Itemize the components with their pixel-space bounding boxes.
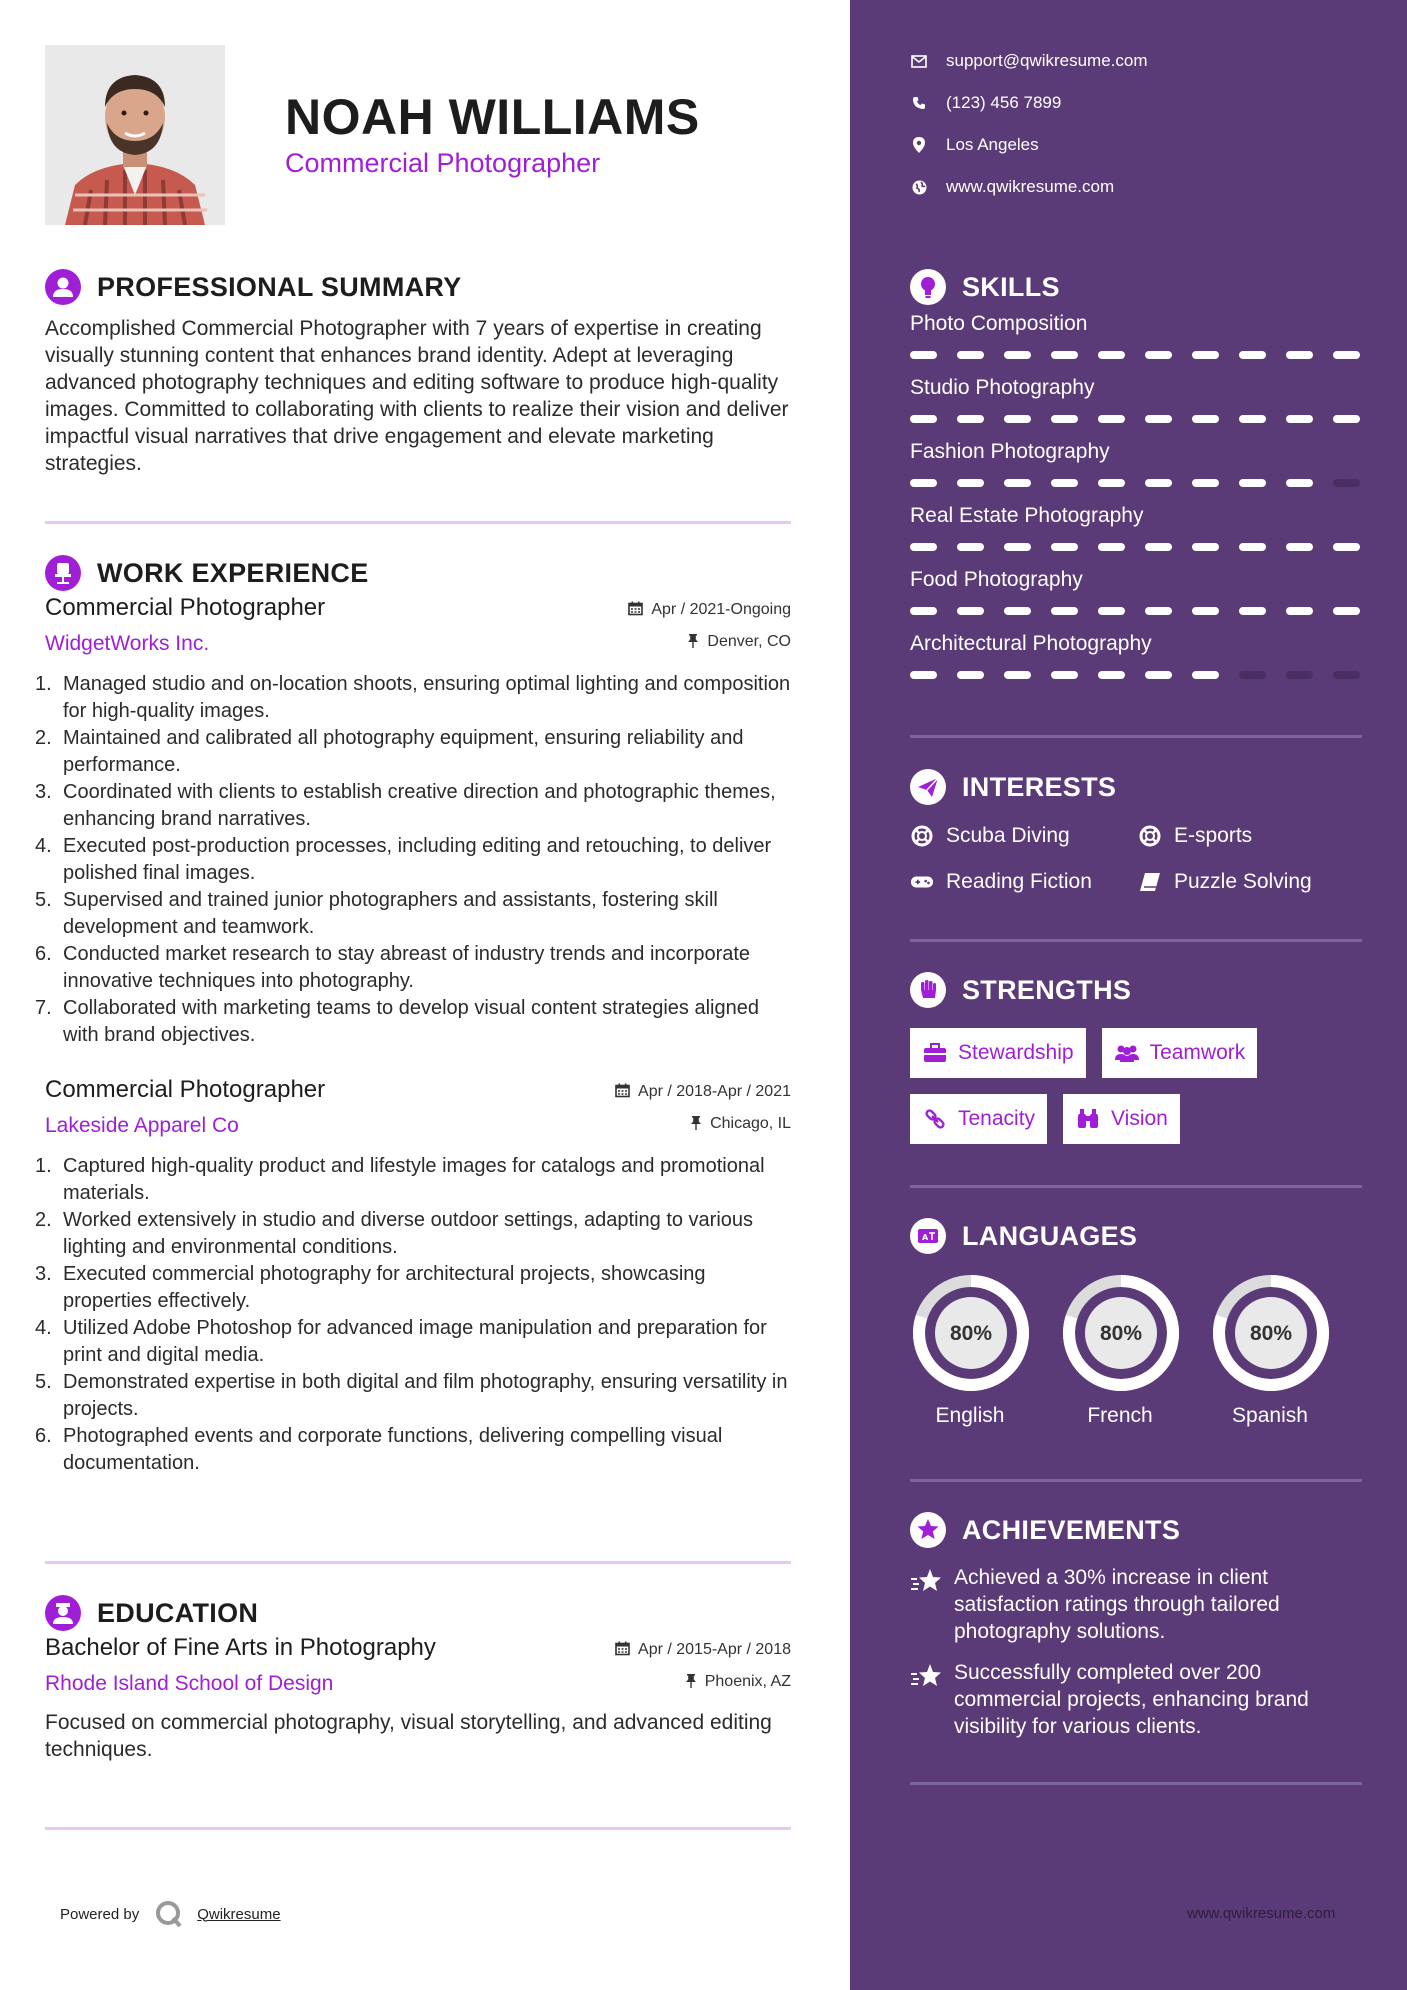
skill-dash [1333,479,1360,487]
website-text[interactable]: www.qwikresume.com [946,177,1115,196]
skill-dash [1145,351,1172,359]
achievement-text: Achieved a 30% increase in client satisfaction ratings through tailored photography solutions. [954,1566,1280,1643]
list-item: 3. Executed commercial photography for architectural projects, showcasing properties effectively. [35,1263,706,1312]
sidebar [850,0,1407,1990]
language-progress-ring [1210,1272,1332,1394]
interests-list [910,819,1362,899]
skill-dash [957,415,984,423]
skill-dash [1239,351,1266,359]
skill-dash [1098,479,1125,487]
location-text: Los Angeles [946,135,1039,154]
education-header [45,1593,791,1633]
pin-icon [690,1115,702,1130]
skill-dash [1333,607,1360,615]
list-item: 1. Managed studio and on-location shoots, ensuring optimal lighting and composition for high-quality images. [35,673,791,722]
skill-item [910,439,1362,503]
strengths-heading: STRENGTHS [962,975,1132,1005]
job-title: Commercial Photographer [45,1076,326,1103]
education-date: Apr / 2015-Apr / 2018 [638,1641,791,1658]
job-date-row [628,599,791,631]
job-location-row [615,1113,791,1145]
gamepad-icon [910,870,934,894]
sidebar-divider [910,1479,1362,1482]
skill-item [910,503,1362,567]
language-progress-ring [1060,1272,1182,1394]
skill-dash [1145,671,1172,679]
job-location-row [628,631,791,663]
users-icon [1114,1042,1140,1064]
fist-icon [910,972,946,1008]
sidebar-divider [910,1185,1362,1188]
list-item: 4. Executed post-production processes, including editing and retouching, to deliver polished final images. [35,835,772,884]
interests-section [910,767,1362,899]
calendar-icon [615,1083,630,1098]
lightbulb-icon [910,269,946,305]
skill-dash [1192,351,1219,359]
list-item: 2. Worked extensively in studio and diverse outdoor settings, adapting to various lighting and environmental conditions. [35,1209,754,1258]
pin-icon [687,633,699,648]
skill-dash [1051,607,1078,615]
list-item: 3. Coordinated with clients to establish creative direction and photographic themes, enhancing brand narratives. [35,781,776,830]
education-entry [45,1633,791,1763]
graduate-icon [45,1595,81,1631]
skill-item [910,311,1362,375]
skill-dash [1239,543,1266,551]
skills-header [910,267,1362,307]
language-icon [910,1218,946,1254]
skill-dash [910,351,937,359]
interest-item [910,819,1138,853]
list-item: 4. Utilized Adobe Photoshop for advanced image manipulation and preparation for print and digital media. [35,1317,767,1366]
interest-label: Puzzle Solving [1174,870,1312,893]
sidebar-divider [910,939,1362,942]
binoculars-icon [1075,1108,1101,1130]
achievements-heading: ACHIEVEMENTS [962,1515,1181,1545]
language-list [910,1272,1362,1428]
section-divider [45,521,791,524]
language-percent: 80% [949,1322,993,1345]
section-divider [45,1561,791,1564]
experience-header [45,553,791,593]
languages-section [910,1216,1362,1428]
skill-dash [1004,543,1031,551]
education-heading: EDUCATION [97,1598,259,1628]
skill-dash [1098,351,1125,359]
achievement-item [910,1659,1362,1740]
job-date-row [615,1081,791,1113]
section-divider [45,1827,791,1830]
skill-dash [1333,415,1360,423]
skill-dash [1051,671,1078,679]
interest-label: Scuba Diving [946,824,1070,847]
interest-item [1138,865,1358,899]
education-location: Phoenix, AZ [704,1673,791,1690]
skill-name: Photo Composition [910,312,1088,335]
svg-text:A: A [922,1233,929,1242]
pin-icon [685,1673,697,1688]
achievements-section [910,1510,1362,1740]
qwikresume-logo-icon [155,1900,183,1928]
experience-section [35,553,791,1477]
achievements-header [910,1510,1362,1550]
skill-dash [1051,351,1078,359]
skill-dash [1239,607,1266,615]
skill-dash [1098,607,1125,615]
skill-dash [910,671,937,679]
contact-phone [910,82,1148,124]
skill-item [910,631,1362,695]
strength-label: Tenacity [958,1107,1036,1130]
skill-item [910,375,1362,439]
education-location-row [615,1671,791,1703]
school: Rhode Island School of Design [45,1672,334,1695]
brand-link[interactable]: Qwikresume [197,1905,281,1923]
footer-site[interactable]: www.qwikresume.com [1187,1905,1336,1922]
skills-list [910,311,1362,695]
map-marker-icon [910,136,928,154]
skill-dash [1145,479,1172,487]
calendar-icon [615,1641,630,1656]
job-entry [35,593,791,1049]
skill-dash [1333,351,1360,359]
skill-dash [1239,415,1266,423]
skill-level-bar [910,479,1362,487]
strength-label: Teamwork [1149,1041,1246,1064]
skills-section [910,267,1362,695]
skill-dash [1192,671,1219,679]
skill-dash [957,607,984,615]
skill-name: Fashion Photography [910,440,1110,463]
language-percent: 80% [1099,1322,1143,1345]
skill-name: Real Estate Photography [910,504,1144,527]
paper-plane-icon [910,769,946,805]
skill-dash [957,671,984,679]
globe-icon [910,178,928,196]
skill-dash [1286,479,1313,487]
skill-dash [1004,415,1031,423]
language-name: French [1087,1404,1153,1427]
job-bullets [35,1153,791,1477]
skill-dash [1286,543,1313,551]
skill-dash [1286,607,1313,615]
education-description: Focused on commercial photography, visual storytelling, and advanced editing techniques. [45,1711,772,1761]
skill-dash [1051,543,1078,551]
skill-item [910,567,1362,631]
job-title: Commercial Photographer [45,594,326,621]
interests-heading: INTERESTS [962,772,1117,802]
sidebar-divider [910,735,1362,738]
contact-location [910,124,1148,166]
lifebuoy-icon [1138,824,1162,848]
job-bullets [35,671,791,1049]
strength-tags [910,1028,1362,1144]
skill-dash [1286,671,1313,679]
interest-item [910,865,1138,899]
achievement-text: Successfully completed over 200 commercial projects, enhancing brand visibility for various clients. [954,1661,1309,1738]
language-name: Spanish [1232,1404,1308,1427]
list-item: 5. Supervised and trained junior photographers and assistants, fostering skill development and teamwork. [35,889,718,938]
shooting-star-icon [910,1566,944,1596]
skill-dash [1192,607,1219,615]
language-item [1210,1272,1330,1428]
list-item: 6. Photographed events and corporate functions, delivering compelling visual documentation. [35,1425,723,1474]
skill-dash [1239,671,1266,679]
calendar-icon [628,601,643,616]
skill-dash [910,543,937,551]
interests-header [910,767,1362,807]
skill-dash [1333,671,1360,679]
job-date: Apr / 2018-Apr / 2021 [638,1083,791,1100]
interest-item [1138,819,1358,853]
languages-header [910,1216,1362,1256]
strengths-header [910,970,1362,1010]
list-item: 2. Maintained and calibrated all photography equipment, ensuring reliability and performance. [35,727,744,776]
skill-dash [1098,543,1125,551]
envelope-icon [910,52,928,70]
candidate-name: NOAH WILLIAMS [285,89,700,145]
job-date: Apr / 2021-Ongoing [651,601,791,618]
briefcase-icon [922,1042,948,1064]
contact-email [910,40,1148,82]
summary-text: Accomplished Commercial Photographer with 7 years of expertise in creating visually stunning content that enhances brand identity. Adept at leveraging advanced photography techniques and editing software to produce high-quality images. Committed to collaborating with clients to realize their vision and deliver impactful visual narratives that drive engagement and elevate marketing strategies. [45,317,789,475]
skill-dash [1004,671,1031,679]
skill-level-bar [910,415,1362,423]
skill-dash [1098,415,1125,423]
skill-dash [910,607,937,615]
skill-dash [957,543,984,551]
skill-dash [1192,415,1219,423]
phone-text: (123) 456 7899 [946,93,1062,112]
interest-label: Reading Fiction [946,870,1092,893]
chair-icon [45,555,81,591]
strength-tag [910,1094,1047,1144]
job-meta [615,1081,791,1145]
contact-website [910,166,1148,208]
language-item [1060,1272,1180,1428]
languages-heading: LANGUAGES [962,1221,1138,1251]
job-location: Chicago, IL [710,1115,791,1132]
skill-dash [1004,351,1031,359]
skills-heading: SKILLS [962,272,1060,302]
skill-name: Studio Photography [910,376,1095,399]
strength-tag [1102,1028,1258,1078]
phone-icon [910,94,928,112]
skill-dash [1192,479,1219,487]
skill-dash [1098,671,1125,679]
skill-dash [1286,415,1313,423]
experience-heading: WORK EXPERIENCE [97,558,369,588]
skill-level-bar [910,607,1362,615]
skill-level-bar [910,351,1362,359]
list-item: 7. Collaborated with marketing teams to develop visual content strategies aligned with brand objectives. [35,997,759,1046]
job-company: WidgetWorks Inc. [45,632,210,655]
list-item: 1. Captured high-quality product and lifestyle images for catalogs and promotional materials. [35,1155,765,1204]
powered-by-label: Powered by [60,1905,140,1923]
interest-label: E-sports [1174,824,1253,847]
summary-heading: PROFESSIONAL SUMMARY [97,272,462,302]
skill-dash [957,351,984,359]
skill-level-bar [910,671,1362,679]
shooting-star-icon [910,1661,944,1691]
language-name: English [935,1404,1005,1427]
skill-dash [1239,479,1266,487]
language-item [910,1272,1030,1428]
education-date-row [615,1639,791,1671]
strength-label: Stewardship [958,1041,1074,1064]
skill-dash [1286,351,1313,359]
link-icon [922,1108,948,1130]
skill-dash [1051,479,1078,487]
email-text[interactable]: support@qwikresume.com [946,51,1148,70]
skill-dash [910,415,937,423]
job-entry [35,1075,791,1477]
job-location: Denver, CO [707,633,791,650]
skill-dash [1333,543,1360,551]
list-item: 6. Conducted market research to stay abreast of industry trends and incorporate innovative techniques into photography. [35,943,751,992]
list-item: 5. Demonstrated expertise in both digital and film photography, ensuring versatility in projects. [35,1371,788,1420]
language-progress-ring [910,1272,1032,1394]
strengths-section [910,970,1362,1144]
summary-section [45,267,791,477]
strength-tag [910,1028,1086,1078]
profile-photo [45,45,225,225]
skill-dash [910,479,937,487]
skill-dash [1192,543,1219,551]
job-company: Lakeside Apparel Co [45,1114,239,1137]
skill-level-bar [910,543,1362,551]
job-meta [628,599,791,663]
user-icon [45,269,81,305]
lifebuoy-icon [910,824,934,848]
strength-label: Vision [1111,1107,1168,1130]
skill-dash [957,479,984,487]
skill-name: Food Photography [910,568,1083,591]
skill-dash [1004,607,1031,615]
skill-dash [1145,543,1172,551]
candidate-title: Commercial Photographer [285,148,601,178]
skill-dash [1145,607,1172,615]
summary-header [45,267,791,307]
strength-tag [1063,1094,1180,1144]
sidebar-divider [910,1782,1362,1785]
education-meta [615,1639,791,1703]
contact-list [910,40,1148,208]
skill-name: Architectural Photography [910,632,1152,655]
achievement-item [910,1564,1362,1645]
footer-powered [60,1900,281,1928]
skill-dash [1051,415,1078,423]
star-badge-icon [910,1512,946,1548]
language-percent: 80% [1249,1322,1293,1345]
book-icon [1138,870,1162,894]
education-section [45,1593,791,1763]
skill-dash [1145,415,1172,423]
degree: Bachelor of Fine Arts in Photography [45,1634,436,1661]
skill-dash [1004,479,1031,487]
